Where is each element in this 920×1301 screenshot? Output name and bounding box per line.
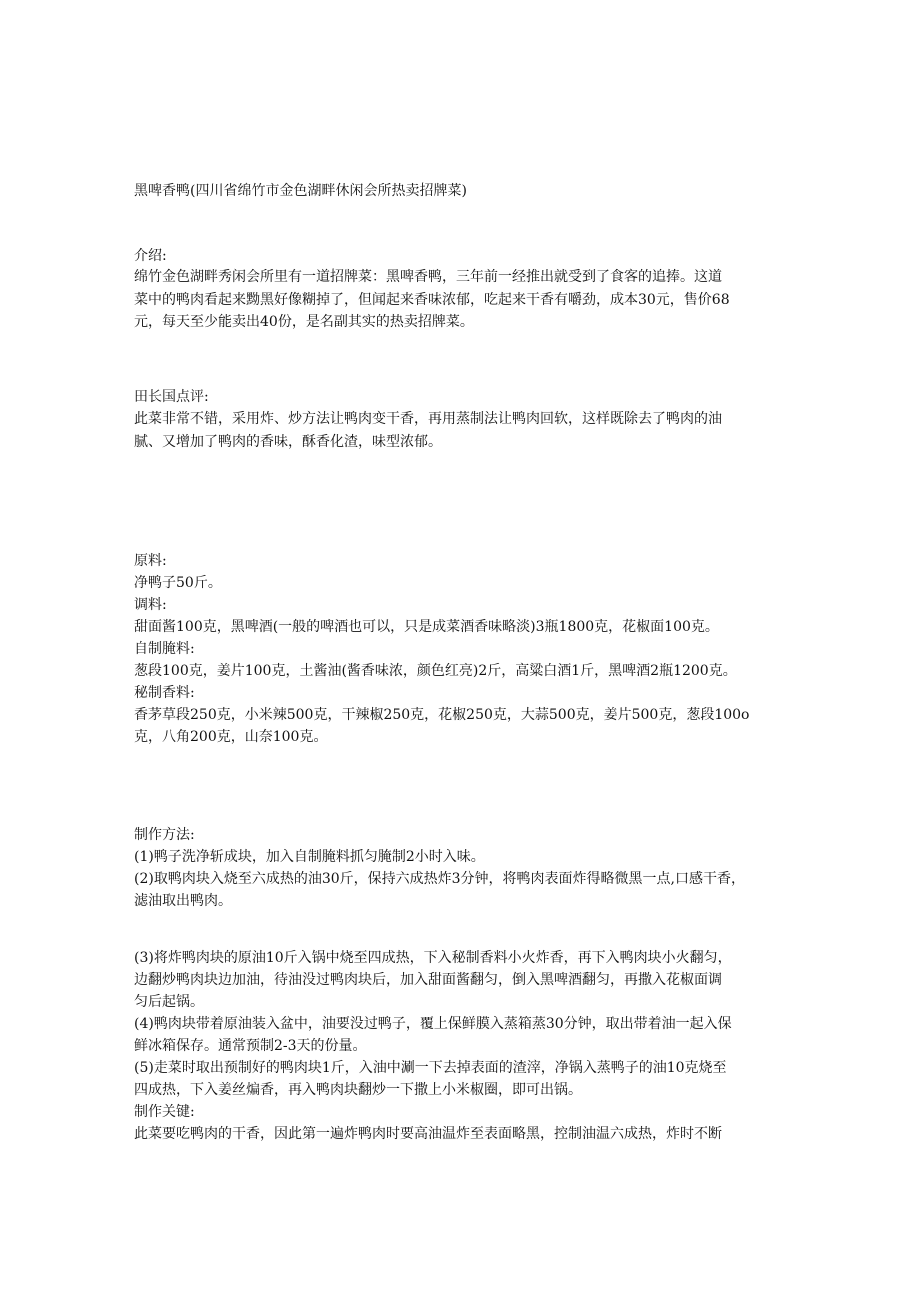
method-step-5: (5)走菜时取出预制好的鸭肉块1斤，入油中涮一下去掉表面的渣滓，净锅入蒸鸭子的油10克烧至: [134, 1060, 727, 1076]
intro-line: 元，每天至少能卖出40份，是名副其实的热卖招牌菜。: [134, 314, 474, 330]
ingredients-main: 净鸭子50斤。: [134, 575, 222, 591]
ingredients-heading: 原料:: [134, 553, 167, 569]
method-step-4: 鲜冰箱保存。通常预制2-3天的份量。: [134, 1038, 367, 1054]
spice-line: 香茅草段250克，小米辣500克，干辣椒250克，花椒250克，大蒜500克，姜片500克，葱段100o: [134, 707, 750, 723]
intro-line: 菜中的鸭肉看起来黝黑好像糊掉了，但闻起来香味浓郁，吃起来干香有嚼劲，成本30元，售价68: [134, 292, 730, 308]
spice-heading: 秘制香料:: [134, 685, 195, 701]
key-heading: 制作关键:: [134, 1104, 195, 1120]
method-step-4: (4)鸭肉块带着原油装入盆中，油要没过鸭子，覆上保鲜膜入蒸箱蒸30分钟，取出带着油一起入保: [134, 1016, 732, 1032]
method-step-2: (2)取鸭肉块入烧至六成热的油30斤，保持六成热炸3分钟，将鸭肉表面炸得略微黑一点,口感干香，: [134, 871, 746, 887]
method-heading: 制作方法:: [134, 827, 195, 843]
intro-line: 绵竹金色湖畔秀闲会所里有一道招牌菜：黑啤香鸭，三年前一经推出就受到了食客的追捧。这道: [134, 269, 722, 285]
review-heading: 田长国点评:: [134, 389, 209, 405]
method-step-5: 四成热，下入姜丝煸香，再入鸭肉块翻炒一下撒上小米椒圈，即可出锅。: [134, 1082, 582, 1098]
review-line: 此菜非常不错，采用炸、炒方法让鸭肉变干香，再用蒸制法让鸭肉回软，这样既除去了鸭肉的油: [134, 411, 722, 427]
method-step-2: 滤油取出鸭肉。: [134, 893, 232, 909]
method-step-3: 边翻炒鸭肉块边加油，待油没过鸭肉块后，加入甜面酱翻匀，倒入黑啤酒翻匀，再撒入花椒面调: [134, 972, 722, 988]
document-title: 黑啤香鸭(四川省绵竹市金色湖畔休闲会所热卖招牌菜): [134, 183, 467, 199]
method-step-3: (3)将炸鸭肉块的原油10斤入锅中烧至四成热，下入秘制香料小火炸香，再下入鸭肉块小火翻匀，: [134, 950, 732, 966]
seasoning-heading: 调料:: [134, 597, 167, 613]
marinade-line: 葱段100克，姜片100克，土酱油(酱香味浓，颜色红亮)2斤，高粱白酒1斤，黑啤酒2瓶1200克。: [134, 663, 737, 679]
seasoning-line: 甜面酱100克，黑啤酒(一般的啤酒也可以，只是成菜酒香味略淡)3瓶1800克，花椒面100克。: [134, 619, 719, 635]
marinade-heading: 自制腌料:: [134, 641, 195, 657]
method-step-1: (1)鸭子洗净斩成块，加入自制腌料抓匀腌制2小时入味。: [134, 849, 485, 865]
review-line: 腻、又增加了鸭肉的香味，酥香化渣，味型浓郁。: [134, 434, 442, 450]
key-line: 此菜要吃鸭肉的干香，因此第一遍炸鸭肉时要高油温炸至表面略黑，控制油温六成热，炸时不断: [134, 1126, 722, 1142]
method-step-3: 匀后起锅。: [134, 994, 204, 1010]
intro-heading: 介绍:: [134, 248, 167, 264]
spice-line: 克，八角200克，山奈100克。: [134, 729, 328, 745]
